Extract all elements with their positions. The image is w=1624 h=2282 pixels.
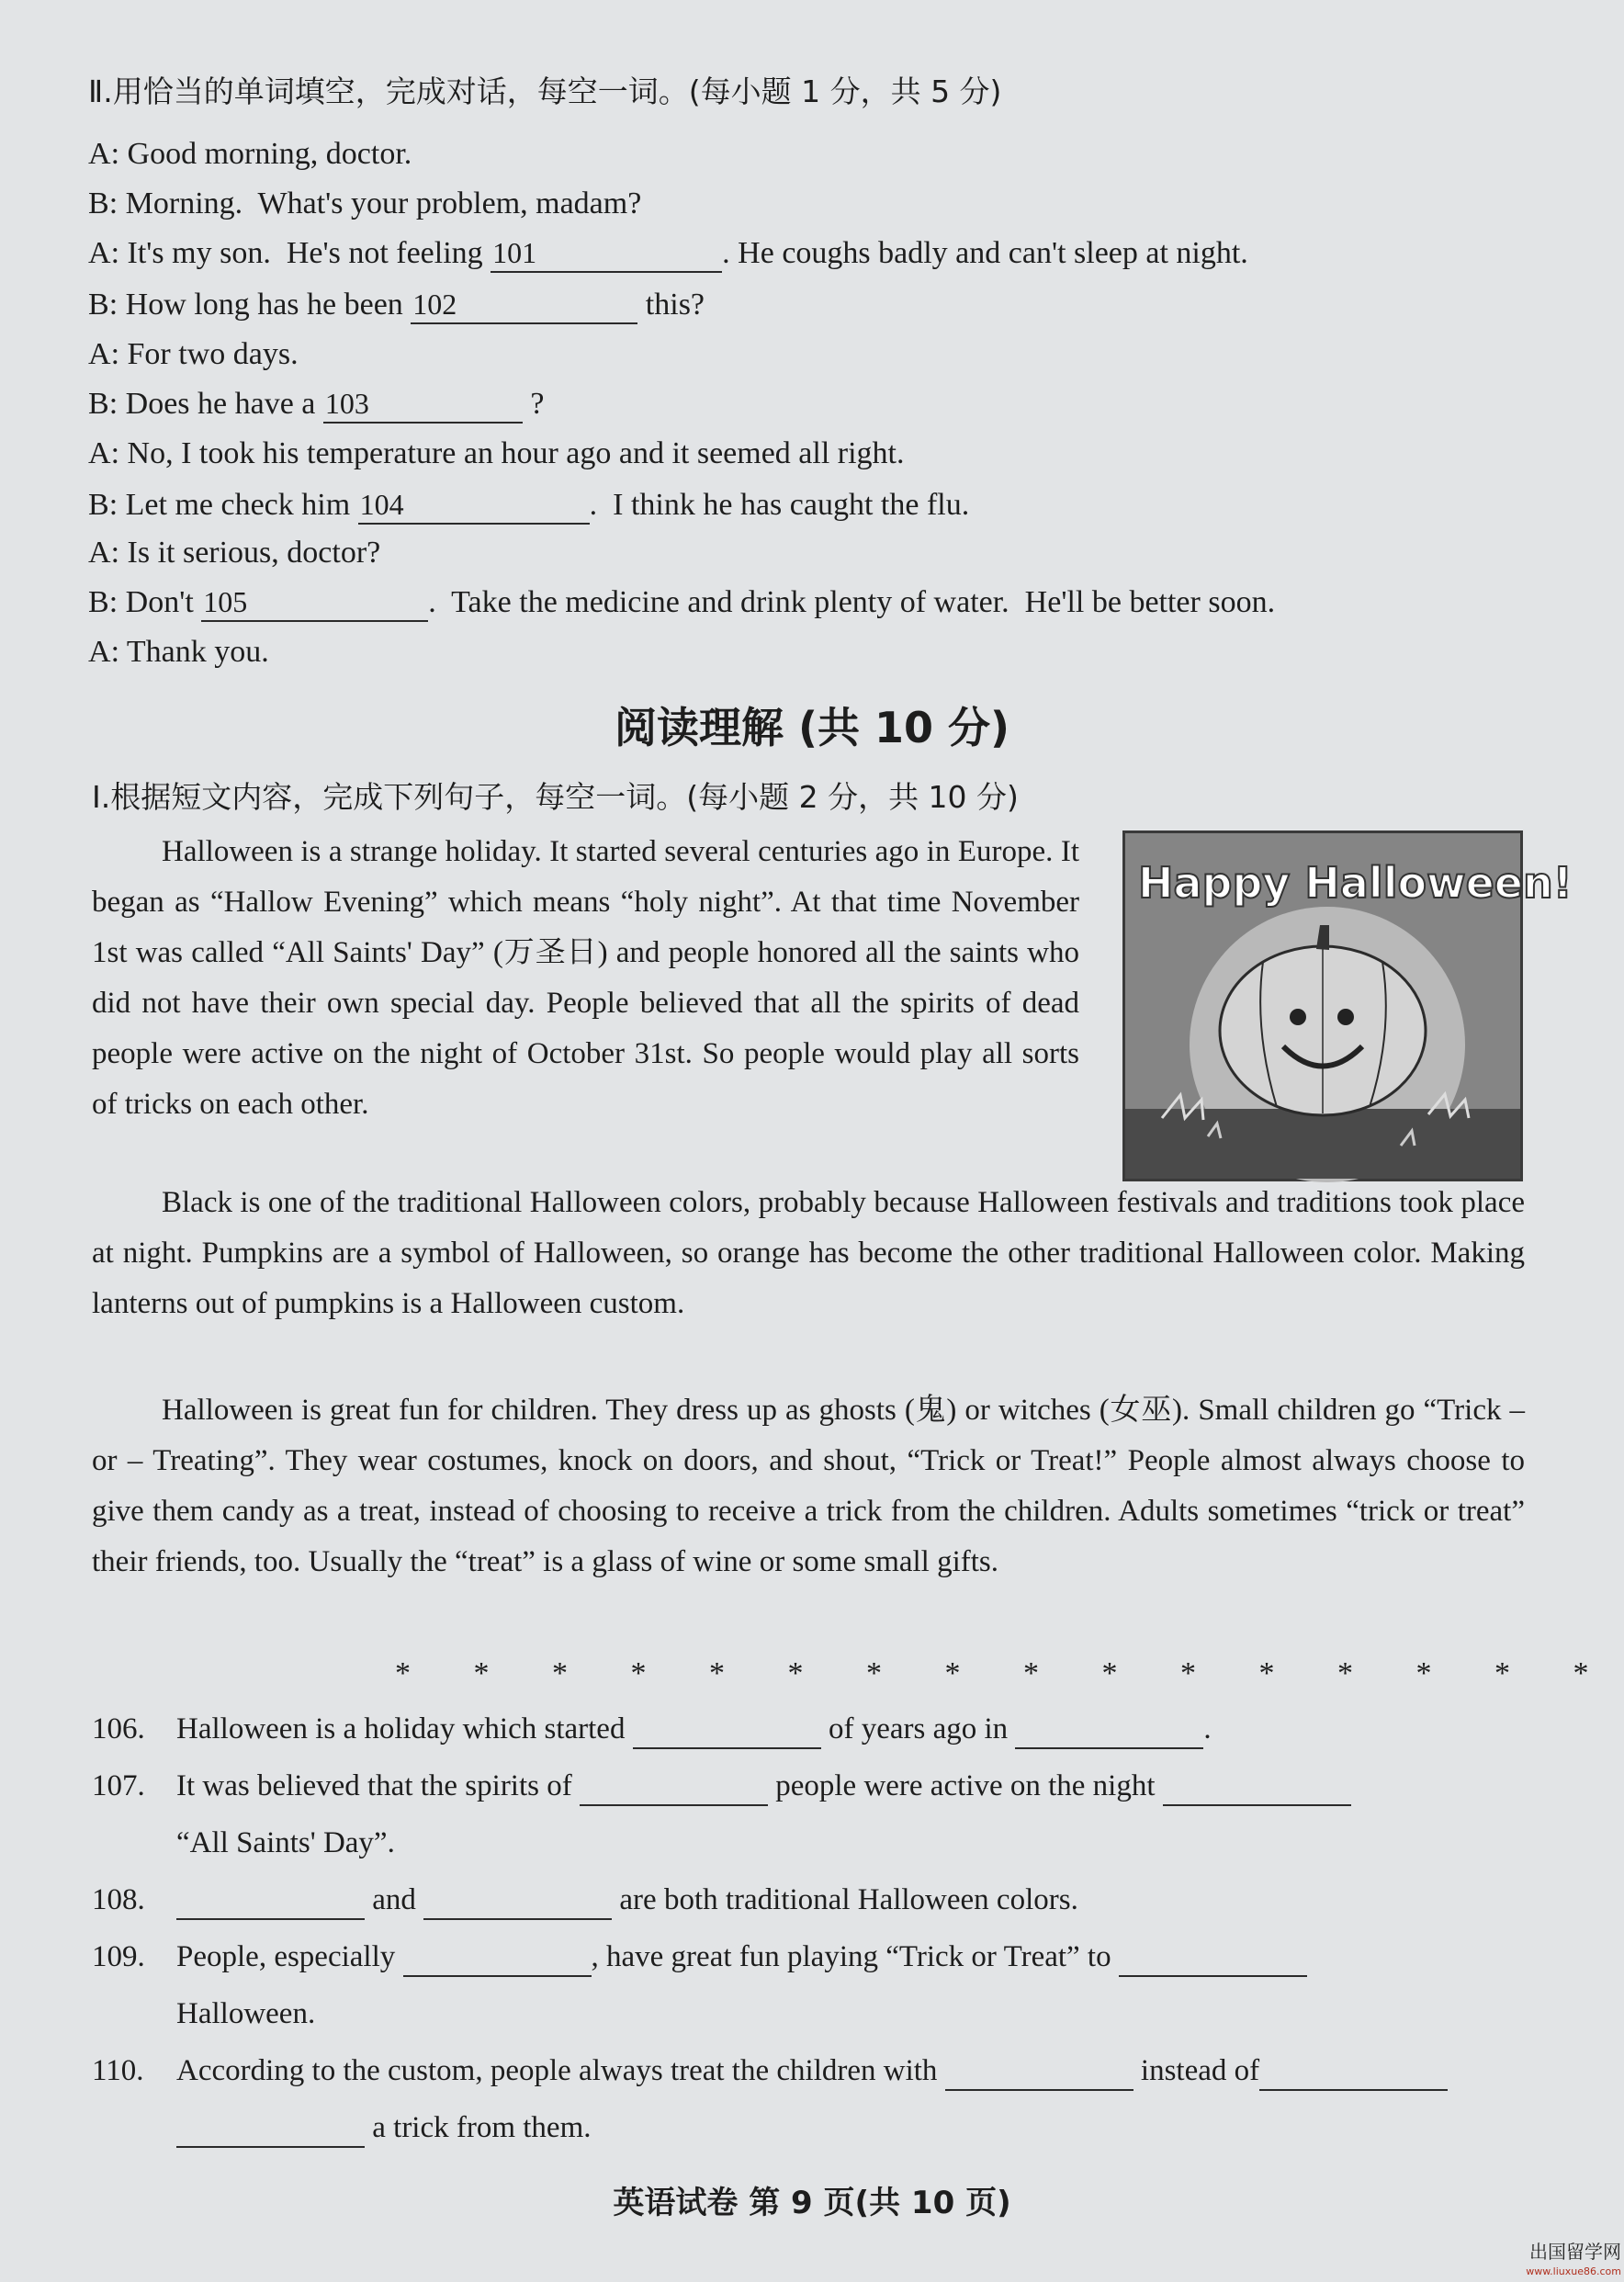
watermark-url: www.liuxue86.com: [1526, 2265, 1621, 2277]
dialogue-line: [88, 184, 641, 224]
answer-blank-105[interactable]: 105: [201, 583, 428, 622]
reading-heading: 阅读理解 (共 10 分): [614, 703, 1010, 752]
answer-blank-101[interactable]: 101: [491, 234, 722, 273]
question-text: a trick from them.: [365, 2111, 592, 2144]
speaker-label: B: [88, 585, 109, 619]
speaker-colon: :: [110, 236, 128, 270]
site-watermark: [1497, 2242, 1621, 2282]
answer-blank-103[interactable]: 103: [323, 385, 523, 424]
answer-blank[interactable]: [176, 1881, 365, 1920]
passage-paragraph-2: Black is one of the traditional Halloween colors, probably because Halloween festivals and traditions took place at night. Pumpkins are a symbol of Halloween, so orange has become the other traditional Halloween color. Making lanterns out of pumpkins is a Halloween custom.: [92, 1186, 1525, 1320]
speaker-colon: :: [108, 585, 126, 619]
dialogue-text: No, I took his temperature an hour ago and it seemed all right.: [127, 436, 905, 470]
question-text: instead of: [1133, 2054, 1260, 2087]
question-text: are both traditional Halloween colors.: [612, 1883, 1078, 1916]
speaker-label: B: [88, 186, 109, 220]
section-title: Ⅱ.用恰当的单词填空，完成对话，每空一词。(每小题 1 分，共 5 分): [88, 73, 1002, 109]
question-number: 108.: [92, 1883, 145, 1916]
question-text: “All Saints' Day”.: [176, 1826, 395, 1859]
question-number: 110.: [92, 2054, 144, 2087]
answer-blank[interactable]: [423, 1881, 612, 1920]
speaker-label: B: [88, 488, 109, 522]
page-footer: 英语试卷 第 9 页(共 10 页): [613, 2185, 1011, 2221]
dialogue-text: How long has he been: [125, 288, 412, 322]
reading-part-title: Ⅰ.根据短文内容，完成下列句子，每空一词。(每小题 2 分，共 10 分): [92, 779, 1019, 815]
speaker-label: A: [88, 236, 111, 270]
question-text: It was believed that the spirits of: [176, 1769, 580, 1802]
question-number: 106.: [92, 1712, 145, 1745]
answer-blank[interactable]: [403, 1938, 592, 1977]
question-continuation: [176, 2107, 592, 2148]
dialogue-text: Don't: [125, 585, 202, 619]
dialogue-line: [88, 485, 969, 525]
speaker-colon: :: [110, 536, 128, 570]
watermark-name: 出国留学网: [1529, 2241, 1621, 2263]
speaker-colon: :: [108, 387, 126, 421]
question-text: and: [365, 1883, 424, 1916]
question-107: [92, 1766, 1351, 1806]
speaker-label: A: [88, 635, 111, 669]
speaker-colon: :: [110, 635, 127, 669]
question-number: 109.: [92, 1940, 145, 1973]
dialogue-text: Does he have a: [125, 387, 323, 421]
question-continuation: [176, 1823, 395, 1863]
question-text: people were active on the night: [767, 1769, 1163, 1802]
passage-paragraph-1: Halloween is a strange holiday. It started several centuries ago in Europe. It began as “Hallow Evening” which means “holy night”. At that time November 1st was called “All Saints' Day” (万圣日) and people honored all the saints who did not have their own special day. People believed that all the spirits of dead people were active on the night of October 31st. So people would play all sorts of tricks on each other.: [92, 835, 1079, 1121]
dialogue-text: It's my son. He's not feeling: [127, 236, 491, 270]
dialogue-line: [88, 334, 299, 375]
speaker-colon: :: [110, 337, 128, 371]
answer-blank[interactable]: [945, 2052, 1133, 2091]
dialogue-text-after: . I think he has caught the flu.: [589, 488, 970, 522]
speaker-colon: :: [108, 186, 126, 220]
dialogue-text: For two days.: [127, 337, 299, 371]
speaker-label: B: [88, 387, 109, 421]
speaker-colon: :: [108, 488, 126, 522]
dialogue-text: Thank you.: [126, 635, 269, 669]
answer-blank[interactable]: [176, 2109, 365, 2148]
speaker-label: A: [88, 137, 111, 171]
dialogue-text-after: . Take the medicine and drink plenty of water. He'll be better soon.: [428, 585, 1276, 619]
dialogue-line: [88, 384, 544, 424]
dialogue-line: [88, 632, 269, 672]
halloween-picture: [1122, 830, 1573, 1181]
dialogue-line: [88, 533, 380, 573]
dialogue-text-after: this?: [637, 288, 705, 322]
answer-blank-102[interactable]: 102: [411, 286, 637, 324]
answer-blank[interactable]: [633, 1711, 821, 1749]
speaker-colon: :: [110, 436, 128, 470]
answer-blank[interactable]: [1259, 2052, 1448, 2091]
question-text: Halloween.: [176, 1997, 316, 2030]
dialogue-line: [88, 233, 1248, 274]
dialogue-line: [88, 582, 1275, 623]
question-text: .: [1203, 1712, 1212, 1745]
speaker-colon: :: [108, 288, 126, 322]
dialogue-text: Is it serious, doctor?: [127, 536, 381, 570]
separator-stars: * * * * * * * * * * * * * * * *: [395, 1656, 1617, 1690]
answer-blank[interactable]: [1163, 1768, 1351, 1806]
question-text: Halloween is a holiday which started: [176, 1712, 633, 1745]
speaker-label: B: [88, 288, 109, 322]
answer-blank-104[interactable]: 104: [358, 486, 590, 525]
question-110: [92, 2050, 1448, 2091]
speaker-colon: :: [110, 137, 128, 171]
picture-caption: Happy Halloween!: [1138, 858, 1573, 908]
answer-blank[interactable]: [1119, 1938, 1307, 1977]
dialogue-text: Let me check him: [125, 488, 358, 522]
dialogue-text-after: . He coughs badly and can't sleep at night.: [722, 236, 1248, 270]
speaker-label: A: [88, 436, 111, 470]
question-text: of years ago in: [820, 1712, 1016, 1745]
answer-blank[interactable]: [1015, 1711, 1203, 1749]
dialogue-text-after: ?: [522, 387, 545, 421]
question-number: 107.: [92, 1769, 145, 1802]
dialogue-line: [88, 434, 905, 474]
question-continuation: [176, 1994, 315, 2034]
passage-paragraph-3: Halloween is great fun for children. They dress up as ghosts (鬼) or witches (女巫). Small children go “Trick – or – Treating”. They wear costumes, knock on doors, and shout, “Trick or Treat!” People almost always choose to give them candy as a treat, instead of choosing to receive a trick from the children. Adults sometimes “trick or treat” their friends, too. Usually the “treat” is a glass of wine or some small gifts.: [92, 1394, 1525, 1578]
question-text: People, especially: [176, 1940, 403, 1973]
speaker-label: A: [88, 337, 111, 371]
question-text: , have great fun playing “Trick or Treat” to: [591, 1940, 1119, 1973]
question-106: [92, 1709, 1212, 1749]
dialogue-line: [88, 134, 412, 175]
speaker-label: A: [88, 536, 111, 570]
dialogue-line: [88, 285, 705, 325]
dialogue-text: Good morning, doctor.: [127, 137, 412, 171]
dialogue-text: Morning. What's your problem, madam?: [125, 186, 642, 220]
question-109: [92, 1937, 1307, 1977]
question-text: According to the custom, people always treat the children with: [176, 2054, 945, 2087]
question-108: [92, 1880, 1078, 1920]
answer-blank[interactable]: [580, 1768, 768, 1806]
